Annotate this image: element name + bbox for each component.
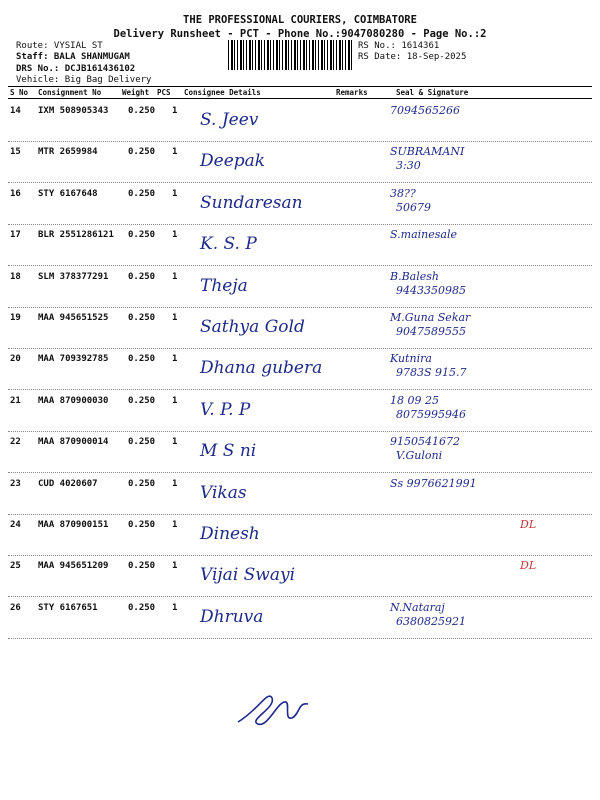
row-weight: 0.250 — [128, 437, 156, 448]
col-consignee: Consignee Details — [184, 88, 261, 97]
row-weight: 0.250 — [128, 313, 156, 323]
row-sno: 19 — [10, 313, 21, 323]
row-pcs: 1 — [172, 354, 178, 365]
row-consignment: MAA 945651525 — [38, 313, 109, 323]
seal-signature-text: M.Guna Sekar — [390, 311, 471, 324]
row-weight: 0.250 — [128, 520, 156, 530]
row-weight: 0.250 — [128, 354, 156, 365]
row-weight: 0.250 — [128, 478, 156, 489]
row-weight: 0.250 — [128, 230, 156, 241]
row-sno: 18 — [10, 271, 21, 282]
row-sno: 21 — [10, 395, 21, 406]
row-consignment: IXM 508905343 — [38, 106, 109, 116]
table-row — [8, 431, 592, 473]
row-pcs: 1 — [172, 271, 178, 282]
seal-signature-text: 6380825921 — [396, 614, 466, 628]
row-pcs: 1 — [172, 520, 178, 530]
consignee-handwriting: K. S. P — [200, 234, 257, 255]
consignee-handwriting: S. Jeev — [200, 110, 259, 130]
header-rule-top — [8, 86, 592, 87]
row-sno: 16 — [10, 188, 21, 199]
row-sno: 20 — [10, 354, 21, 365]
row-pcs: 1 — [172, 313, 178, 323]
seal-signature-text: 8075995946 — [396, 407, 466, 421]
col-weight: Weight — [122, 88, 150, 97]
row-weight: 0.250 — [128, 147, 156, 158]
seal-signature-text: N.Nataraj — [390, 600, 445, 614]
table-row — [8, 473, 592, 515]
consignee-handwriting: Sathya Gold — [200, 317, 305, 337]
row-consignment: MAA 945651209 — [38, 561, 109, 572]
seal-signature-text: SUBRAMANI — [390, 145, 465, 159]
company-title: THE PROFESSIONAL COURIERS, COIMBATORE — [183, 14, 417, 26]
seal-signature-text: B.Balesh — [390, 269, 439, 283]
seal-signature-text: DL — [520, 559, 537, 573]
consignee-handwriting: V. P. P — [200, 399, 251, 420]
consignee-handwriting: Dhruva — [200, 606, 264, 627]
col-sno: S No — [10, 88, 29, 97]
rs-number: RS No.: 1614361 — [358, 41, 440, 51]
row-weight: 0.250 — [128, 602, 156, 613]
table-row — [8, 390, 592, 432]
row-sno: 26 — [10, 602, 21, 613]
row-weight: 0.250 — [128, 106, 156, 116]
consignee-handwriting: Vikas — [200, 482, 247, 503]
table-row — [8, 597, 592, 639]
consignee-handwriting: Theja — [200, 275, 248, 296]
drs-label: DRS No.: DCJB161436102 — [16, 64, 136, 74]
consignee-handwriting: Deepak — [200, 151, 266, 172]
col-consignment: Consignment No — [38, 88, 102, 97]
row-pcs: 1 — [172, 478, 178, 489]
row-weight: 0.250 — [128, 188, 156, 199]
seal-signature-text: 38?? — [390, 186, 416, 200]
seal-signature-text: V.Guloni — [396, 449, 443, 463]
consignee-handwriting: Vijai Swayi — [200, 565, 296, 586]
row-consignment: SLM 378377291 — [38, 271, 109, 282]
consignee-handwriting: Dinesh — [200, 524, 260, 544]
seal-signature-text: 9783S 915.7 — [396, 366, 467, 380]
table-row — [8, 266, 592, 308]
rs-date: RS Date: 18-Sep-2025 — [358, 52, 467, 62]
col-pcs: PCS — [157, 88, 171, 97]
table-row — [8, 183, 592, 225]
footer-signature — [228, 680, 318, 730]
row-pcs: 1 — [172, 561, 178, 572]
seal-signature-text: 9150541672 — [390, 435, 460, 449]
col-remarks: Remarks — [336, 88, 368, 97]
row-consignment: MTR 2659984 — [38, 147, 98, 158]
seal-signature-text: 9443350985 — [396, 283, 466, 297]
vehicle-label: Vehicle: Big Bag Delivery — [16, 75, 152, 85]
seal-signature-text: 3:30 — [396, 159, 421, 173]
consignee-handwriting: Sundaresan — [200, 192, 303, 213]
row-consignment: STY 6167651 — [38, 602, 98, 613]
row-sno: 14 — [10, 106, 21, 116]
row-consignment: MAA 870900151 — [38, 520, 109, 530]
row-consignment: STY 6167648 — [38, 188, 98, 199]
consignee-handwriting: M S ni — [200, 441, 257, 462]
table-row — [8, 307, 592, 349]
row-sno: 22 — [10, 437, 21, 448]
row-sno: 23 — [10, 478, 21, 489]
row-pcs: 1 — [172, 437, 178, 448]
table-row — [8, 141, 592, 183]
route-label: Route: VYSIAL ST — [16, 41, 103, 51]
runsheet-subtitle: Delivery Runsheet - PCT - Phone No.:9047080280 - Page No.:2 — [113, 28, 487, 40]
row-consignment: CUD 4020607 — [38, 478, 98, 489]
row-pcs: 1 — [172, 188, 178, 199]
row-weight: 0.250 — [128, 271, 156, 282]
row-sno: 17 — [10, 230, 21, 241]
row-consignment: MAA 709392785 — [38, 354, 109, 365]
col-seal: Seal & Signature — [396, 88, 469, 97]
barcode — [228, 40, 354, 70]
row-weight: 0.250 — [128, 561, 156, 572]
staff-label: Staff: BALA SHANMUGAM — [16, 52, 130, 62]
table-row — [8, 514, 592, 556]
row-consignment: MAA 870900014 — [38, 437, 109, 448]
seal-signature-text: DL — [520, 518, 537, 531]
row-sno: 15 — [10, 147, 21, 158]
consignee-handwriting: Dhana gubera — [200, 358, 323, 379]
seal-signature-text: S.mainesale — [390, 228, 457, 242]
row-consignment: MAA 870900030 — [38, 395, 109, 406]
row-weight: 0.250 — [128, 395, 156, 406]
table-row — [8, 348, 592, 390]
row-pcs: 1 — [172, 395, 178, 406]
row-consignment: BLR 2551286121 — [38, 230, 114, 241]
seal-signature-text: Ss 9976621991 — [390, 476, 477, 490]
header-rule-bottom — [8, 98, 592, 99]
row-sno: 24 — [10, 520, 21, 530]
table-row — [8, 224, 592, 266]
row-pcs: 1 — [172, 602, 178, 613]
table-row — [8, 555, 592, 597]
seal-signature-text: 9047589555 — [396, 325, 466, 338]
table-row — [8, 100, 592, 142]
seal-signature-text: 7094565266 — [390, 104, 460, 117]
row-pcs: 1 — [172, 147, 178, 158]
seal-signature-text: 18 09 25 — [390, 393, 439, 407]
row-sno: 25 — [10, 561, 21, 572]
row-pcs: 1 — [172, 230, 178, 241]
seal-signature-text: Kutnira — [390, 352, 432, 366]
seal-signature-text: 50679 — [396, 200, 431, 214]
row-pcs: 1 — [172, 106, 178, 116]
